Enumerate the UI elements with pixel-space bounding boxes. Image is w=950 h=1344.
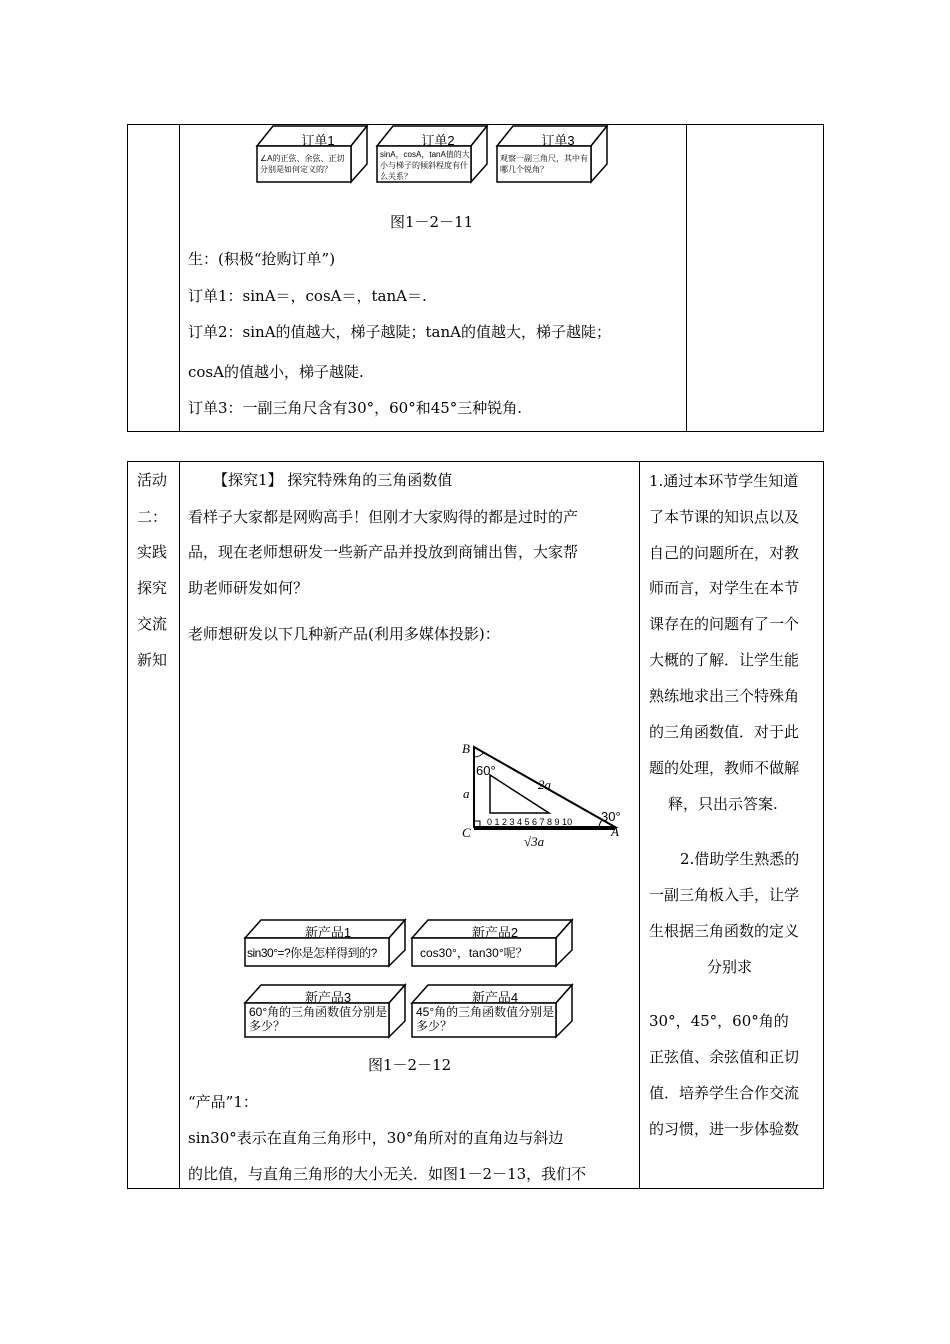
note-line: 30°，45°，60°角的 <box>649 1012 789 1030</box>
activity-label-line: 实践 <box>137 543 168 561</box>
text-line: 订单3：一副三角尺含有30°，60°和45°三种锐角. <box>188 399 523 417</box>
figure-caption-12: 图1－2－12 <box>368 1056 452 1074</box>
product-box-4 <box>410 983 574 1039</box>
product-box-3 <box>243 983 407 1039</box>
text-line: 订单1：sinA＝，cosA＝，tanA＝. <box>188 287 427 305</box>
order-title: 订单3 <box>541 133 575 148</box>
vertex-b-label: B <box>462 741 470 756</box>
text-line: 生：(积极“抢购订单”) <box>188 250 336 268</box>
product-box-2 <box>410 918 574 968</box>
activity-label-line: 探究 <box>137 579 168 597</box>
product-text: sin30°=?你是怎样得到的? <box>247 946 377 960</box>
note-line: 大概的了解．让学生能 <box>649 651 800 669</box>
product-text: 60°角的三角函数值分别是多少？ <box>249 1005 388 1033</box>
product-title: 新产品3 <box>304 990 352 1005</box>
hyp-2a-label: 2a <box>538 777 551 792</box>
paragraph-line: 助老师研发如何？ <box>188 579 309 597</box>
note-line: 分别求 <box>707 958 753 976</box>
note-line: 的三角函数值．对于此 <box>649 723 800 741</box>
text-line: “产品”1： <box>188 1093 258 1111</box>
product-text: cos30°，tan30°呢？ <box>420 946 528 960</box>
product-box-1 <box>243 918 407 968</box>
vertex-a-label: A <box>611 824 619 839</box>
note-line: 值．培养学生合作交流 <box>649 1084 800 1102</box>
paragraph-line: 品，现在老师想研发一些新产品并投放到商铺出售，大家帮 <box>188 543 579 561</box>
order-text: 观察一副三角尺，其中有哪几个锐角？ <box>500 154 588 174</box>
text-line: 订单2：sinA的值越大，梯子越陡；tanA的值越大，梯子越陡； <box>188 323 611 341</box>
activity-label-line: 活动 <box>137 471 168 489</box>
triangle-figure <box>455 735 625 855</box>
paragraph-line: 老师想研发以下几种新产品(利用多媒体投影)： <box>188 625 500 643</box>
product-title: 新产品2 <box>471 925 519 940</box>
angle-30-label: 30° <box>601 809 621 824</box>
note-line: 1.通过本环节学生知道 <box>649 472 799 490</box>
order-title: 订单2 <box>421 133 455 148</box>
section-heading: 【探究1】 探究特殊角的三角函数值 <box>213 471 453 489</box>
text-line: cosA的值越小，梯子越陡. <box>188 363 364 381</box>
note-line: 自己的问题所在，对教 <box>649 544 800 562</box>
paragraph-line: 看样子大家都是网购高手！但刚才大家购得的都是过时的产 <box>188 508 579 526</box>
note-line: 题的处理，教师不做解 <box>649 759 800 777</box>
product-title: 新产品4 <box>471 990 519 1005</box>
note-line: 2.借助学生熟悉的 <box>680 850 800 868</box>
activity-label-line: 新知 <box>137 651 168 669</box>
text-line: 的比值，与直角三角形的大小无关．如图1－2－13，我们不 <box>188 1165 587 1183</box>
note-line: 熟练地求出三个特殊角 <box>649 687 800 705</box>
order-text: sinA，cosA，tanA值的大小与梯子的倾斜程度有什么关系？ <box>380 150 470 181</box>
base-label: √3a <box>524 834 545 849</box>
ruler-ticks: 0 1 2 3 4 5 6 7 8 9 10 <box>487 817 573 827</box>
order-text: ∠A的正弦、余弦、正切分别是如何定义的？ <box>260 154 345 174</box>
angle-60-label: 60° <box>476 763 496 778</box>
order-box-1 <box>253 124 369 184</box>
note-line: 生根据三角函数的定义 <box>649 922 800 940</box>
activity-label-line: 交流 <box>137 615 168 633</box>
activity-label-line: 二： <box>137 508 168 526</box>
text-line: sin30°表示在直角三角形中，30°角所对的直角边与斜边 <box>188 1129 564 1147</box>
side-a-label: a <box>463 786 470 801</box>
figure-caption-11: 图1－2－11 <box>390 213 474 231</box>
vertex-c-label: C <box>462 825 471 840</box>
note-line: 课存在的问题有了一个 <box>649 615 800 633</box>
note-line: 正弦值、余弦值和正切 <box>649 1048 800 1066</box>
product-text: 45°角的三角函数值分别是多少？ <box>416 1005 555 1033</box>
note-line: 一副三角板入手，让学 <box>649 886 800 904</box>
note-line: 的习惯，进一步体验数 <box>649 1120 800 1138</box>
order-box-3 <box>493 124 609 184</box>
product-title: 新产品1 <box>304 925 352 940</box>
note-line: 师而言，对学生在本节 <box>649 579 800 597</box>
note-line: 了本节课的知识点以及 <box>649 508 800 526</box>
note-line: 释，只出示答案. <box>668 795 778 813</box>
order-box-2 <box>373 124 489 184</box>
order-title: 订单1 <box>301 133 335 148</box>
